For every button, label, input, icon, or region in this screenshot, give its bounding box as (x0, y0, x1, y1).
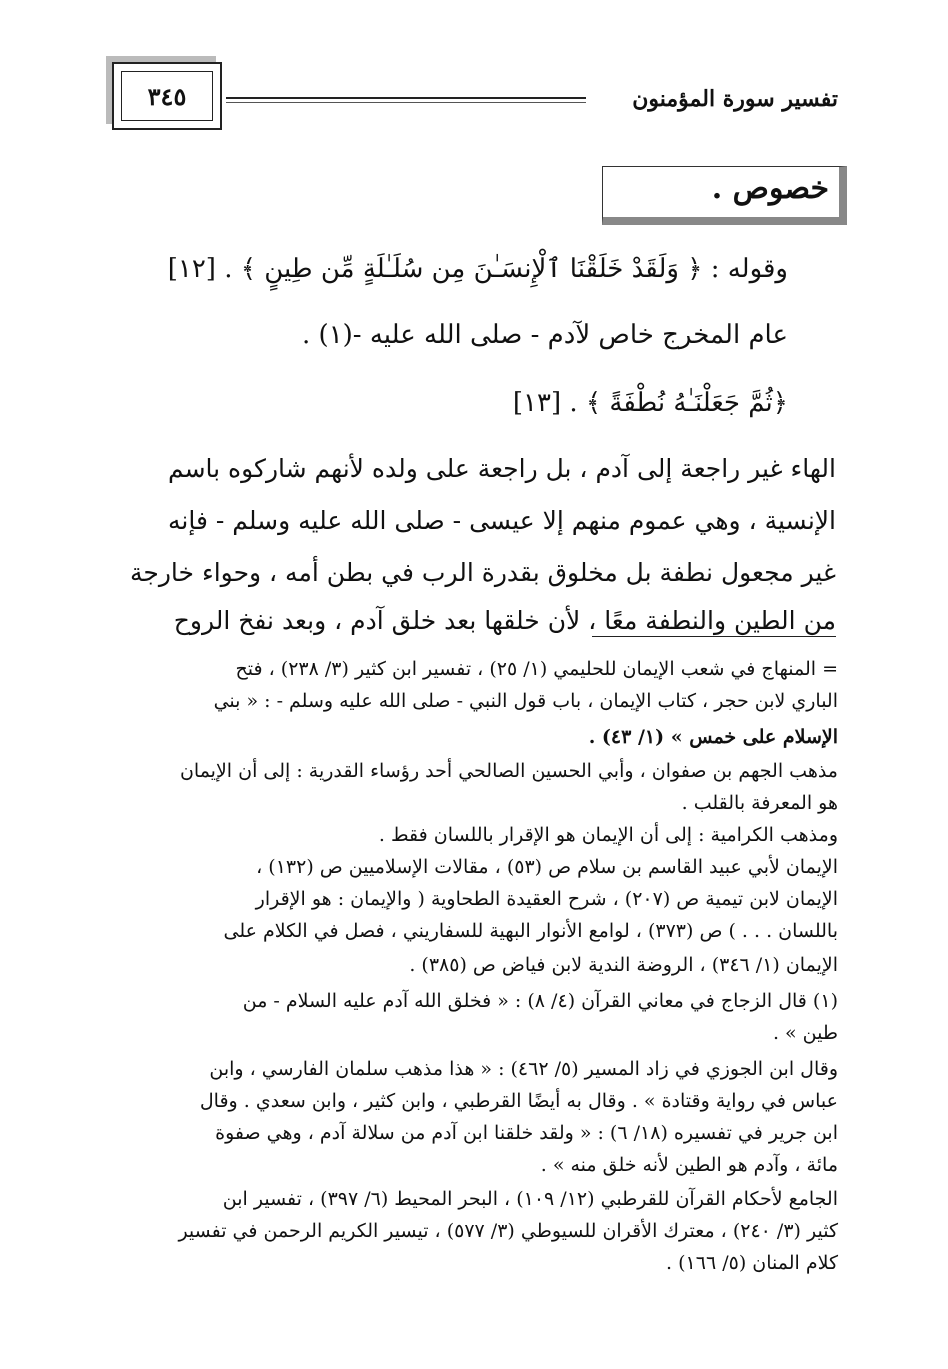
footnote-separator (592, 636, 836, 637)
footnote-line: الجامع لأحكام القرآن للقرطبي (١٢/ ١٠٩) ، البحر المحيط (٦/ ٣٩٧) ، تفسير ابن (222, 1188, 838, 1210)
footnote-line: طين » . (772, 1022, 838, 1044)
body-line: الإنسية ، وهي عموم منهم إلا عيسى - صلى الله عليه وسلم - فإنه (167, 506, 836, 535)
body-line: الهاء غير راجعة إلى آدم ، بل راجعة على ولده لأنهم شاركوه باسم (167, 454, 836, 483)
body-line: غير مجعول نطفة بل مخلوق بقدرة الرب في بطن أمه ، وحواء خارجة (130, 558, 836, 587)
footnote-line: الباري لابن حجر ، كتاب الإيمان ، باب قول النبي - صلى الله عليه وسلم - : « بني (213, 690, 838, 712)
footnote-line: عباس في رواية وقتادة » . وقال به أيضًا القرطبي ، وابن كثير ، وابن سعدي . وقال (199, 1090, 838, 1112)
footnote-line: مذهب الجهم بن صفوان ، وأبي الحسين الصالحي أحد رؤساء القدرية : إلى أن الإيمان (179, 760, 838, 782)
footnote-line: باللسان . . . ) ص (٣٧٣) ، لوامع الأنوار البهية للسفاريني ، فصل في الكلام على (223, 920, 838, 942)
footnote-line: ومذهب الكرامية : إلى أن الإيمان هو الإقرار باللسان فقط . (378, 824, 838, 846)
verse-comment-line: عام المخرج خاص لآدم - صلى الله عليه -(١) . (302, 320, 788, 350)
footnote-line: هو المعرفة بالقلب . (681, 792, 838, 814)
running-title: تفسير سورة المؤمنون (632, 86, 838, 112)
page-number-box (112, 62, 222, 130)
verse-line: وقوله : ﴿ وَلَقَدْ خَلَقْنَا ٱلْإِنسَـٰنَ مِن سُلَـٰلَةٍ مِّن طِينٍ ﴾ . [١٢] (167, 254, 788, 284)
footnote-line: مائة ، وآدم هو الطين لأنه خلق منه » . (540, 1154, 838, 1176)
header-rule-thin (226, 102, 586, 103)
footnote-line: كثير (٣/ ٢٤٠) ، معترك الأقران للسيوطي (٣/ ٥٧٧) ، تيسير الكريم الرحمن في تفسير (178, 1220, 838, 1242)
footnote-line: كلام المنان (٥/ ١٦٦) . (666, 1252, 838, 1274)
footnote-line: وقال ابن الجوزي في زاد المسير (٥/ ٤٦٢) : « هذا مذهب سلمان الفارسي ، وابن (209, 1058, 838, 1080)
footnote-line: الإسلام على خمس » (١/ ٤٣) . (588, 726, 838, 748)
footnote-line: = المنهاج في شعب الإيمان للحليمي (١/ ٢٥) ، تفسير ابن كثير (٣/ ٢٣٨) ، فتح (235, 658, 838, 680)
footnote-line: ابن جرير في تفسيره (١٨/ ٦) : « ولقد خلقنا ابن آدم من سلالة آدم ، وهي صفوة (215, 1122, 838, 1144)
page-number: ٣٤٥ (121, 71, 213, 121)
footnote-line: (١) قال الزجاج في معاني القرآن (٤/ ٨) : « فخلق الله آدم عليه السلام - من (242, 990, 838, 1012)
header-rule (226, 97, 586, 99)
footnote-line: الإيمان لابن تيمية ص (٢٠٧) ، شرح العقيدة الطحاوية ( والإيمان : هو الإقرار (255, 888, 838, 910)
verse-line: ﴿ثُمَّ جَعَلْنَـٰهُ نُطْفَةً ﴾ . [١٣] (512, 388, 788, 418)
footnote-line: الإيمان لأبي عبيد القاسم بن سلام ص (٥٣) ، مقالات الإسلاميين ص (١٣٢) ، (256, 856, 838, 878)
section-heading: خصوص . (711, 171, 829, 206)
body-line: من الطين والنطفة معًا ، لأن خلقها بعد خلق آدم ، وبعد نفخ الروح (173, 606, 836, 635)
section-heading-box (602, 166, 847, 225)
footnote-line: الإيمان (١/ ٣٤٦) ، الروضة الندية لابن فياض ص (٣٨٥) . (409, 954, 838, 976)
